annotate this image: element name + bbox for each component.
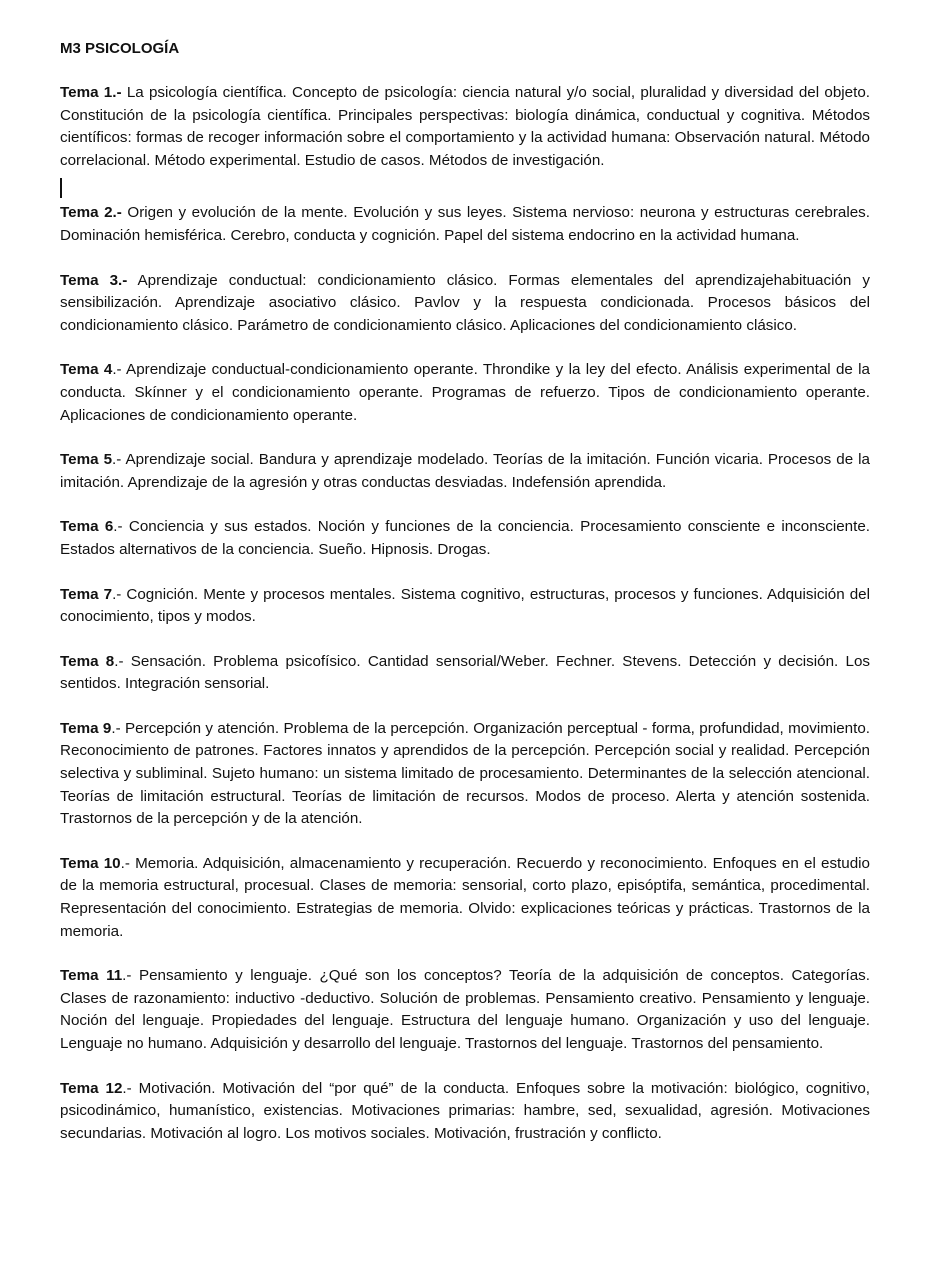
tema-1 [60,82,870,172]
tema-text: .- Sensación. Problema psicofísico. Cantidad sensorial/Weber. Fechner. Stevens. Detección y decisión. Los sentidos. Integración sensorial. [60,652,870,693]
tema-text: .- Pensamiento y lenguaje. ¿Qué son los conceptos? Teoría de la adquisición de conceptos. Categorías. Clases de razonamiento: inductivo -deductivo. Solución de problemas. Pensamiento creativo. Pensamiento y lenguaje. Noción del lenguaje. Propiedades del lenguaje. Estructura del lenguaje humano. Organización y uso del lenguaje. Lenguaje no humano. Adquisición y desarrollo del lenguaje. Trastornos del lenguaje. Trastornos del pensamiento. [60,967,870,1052]
tema-12 [60,1078,870,1146]
tema-8 [60,651,870,696]
tema-text: .- Percepción y atención. Problema de la percepción. Organización perceptual - forma, profundidad, movimiento. Reconocimiento de patrones. Factores innatos y aprendidos de la percepción. Percepción social y realidad. Percepción selectiva y subliminal. Sujeto humano: un sistema limitado de procesamiento. Determinantes de la selección atencional. Teorías de limitación estructural. Teorías de limitación de recursos. Modos de proceso. Alerta y atención sostenida. Trastornos de la percepción y de la atención. [60,719,870,828]
tema-label: Tema 5 [60,451,113,469]
tema-label: Tema 7 [60,585,113,603]
tema-text: La psicología científica. Concepto de psicología: ciencia natural y/o social, pluralidad y diversidad del objeto. Constitución de la psicología científica. Principales perspectivas: biología dinámica, conductual y cognitiva. Métodos científicos: formas de recoger información sobre el comportamiento y la actividad humana: Observación natural. Método correlacional. Método experimental. Estudio de casos. Métodos de investigación. [60,84,870,169]
tema-text: .- Aprendizaje social. Bandura y aprendizaje modelado. Teorías de la imitación. Función vicaria. Procesos de la imitación. Aprendizaje de la agresión y otras conductas desviadas. Indefensión aprendida. [60,451,870,491]
tema-label: Tema 10 [60,854,121,872]
document-title: M3 PSICOLOGÍA [60,40,180,57]
tema-text: .- Aprendizaje conductual-condicionamiento operante. Throndike y la ley del efecto. Análisis experimental de la conducta. Skínner y el condicionamiento operante. Programas de refuerzo. Tipos de condicionamiento operante. Aplicaciones de condicionamiento operante. [60,361,870,424]
tema-text: .- Motivación. Motivación del “por qué” de la conducta. Enfoques sobre la motivación: biológico, cognitivo, psicodinámico, humanístico, existencias. Motivaciones primarias: hambre, sed, sexualidad, agresión. Motivaciones secundarias. Motivación al logro. Los motivos sociales. Motivación, frustración y conflicto. [60,1079,870,1142]
tema-label: Tema 12 [60,1079,123,1097]
tema-label: Tema 3.- [60,271,128,289]
tema-text: .- Conciencia y sus estados. Noción y funciones de la conciencia. Procesamiento consciente e inconsciente. Estados alternativos de la conciencia. Sueño. Hipnosis. Drogas. [60,518,870,558]
tema-3 [60,270,870,338]
tema-label: Tema 4 [60,361,113,379]
tema-label: Tema 11 [60,967,123,985]
text-cursor [60,178,62,198]
tema-label: Tema 6 [60,518,114,536]
tema-label: Tema 8 [60,652,115,670]
tema-label: Tema 2.- [60,204,122,222]
tema-7 [60,584,870,629]
document-page [60,38,870,1167]
tema-text: Aprendizaje conductual: condicionamiento clásico. Formas elementales del aprendizajehabituación y sensibilización. Aprendizaje asociativo clásico. Pavlov y la respuesta condicionada. Procesos básicos del condicionamiento clásico. Parámetro de condicionamiento clásico. Aplicaciones del condicionamiento clásico. [60,271,870,334]
tema-11 [60,965,870,1055]
tema-4 [60,359,870,427]
tema-label: Tema 9 [60,719,112,737]
tema-10 [60,853,870,943]
tema-2 [60,202,870,247]
tema-text: Origen y evolución de la mente. Evolución y sus leyes. Sistema nervioso: neurona y estructuras cerebrales. Dominación hemisférica. Cerebro, conducta y cognición. Papel del sistema endocrino en la actividad humana. [60,204,870,244]
tema-6 [60,516,870,561]
tema-text: .- Memoria. Adquisición, almacenamiento y recuperación. Recuerdo y reconocimiento. Enfoques en el estudio de la memoria estructural, procesual. Clases de memoria: sensorial, corto plazo, episóptifa, semántica, procedimental. Representación del conocimiento. Estrategias de memoria. Olvido: explicaciones teóricas y prácticas. Trastornos de la memoria. [60,854,870,940]
tema-9 [60,718,870,831]
tema-label: Tema 1.- [60,84,122,101]
tema-5 [60,449,870,494]
tema-text: .- Cognición. Mente y procesos mentales. Sistema cognitivo, estructuras, procesos y funciones. Adquisición del conocimiento, tipos y modos. [60,585,871,626]
